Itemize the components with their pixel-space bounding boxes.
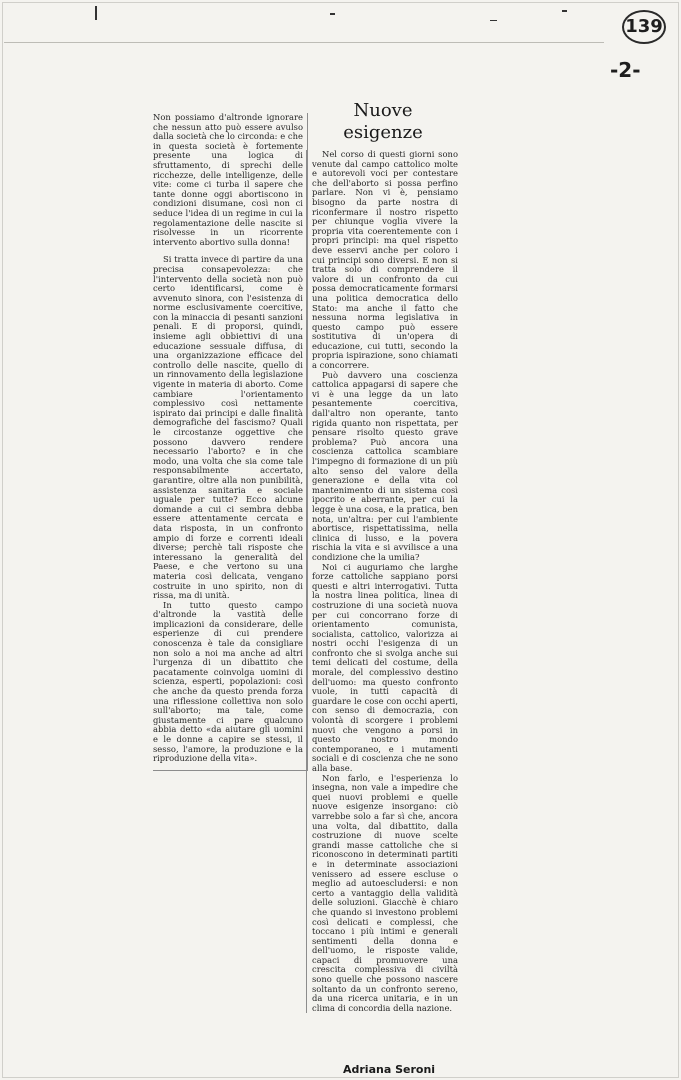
page-mark: -2- [610,58,641,82]
author-signature: Adriana Seroni [343,1063,436,1076]
scan-line [4,42,604,43]
left-column [153,113,308,771]
margin-mark [490,20,497,21]
paragraph: In tutto questo campo d'altronde la vastità delle implicazioni da considerare, delle esperienze di cui prendere conoscenza è tale da consigliare non solo a noi ma anche ad altri l'urgenza di un dibattito che pacatamente coinvolga uomini di scienza, esperti, popolazioni: così che anche da questo prenda forza una riflessione collettiva non solo sull'aborto; ma tale, come giustamente ci pare qualcuno abbia detto «da aiutare gli uomini e le donne a capire se stessi, il sesso, l'amore, la produzione e la riproduzione della vita». [153,599,303,764]
margin-mark [330,13,335,15]
paragraph: Nel corso di questi giorni sono venute dal campo cattolico molte e autorevoli voci per contestare che dell'aborto si possa perfino parlare. Non vi è, pensiamo bisogno da parte nostra di riconfermare il nostro rispetto per chiunque voglia vivere la propria vita coerentemente con i propri principi: ma quel rispetto deve esservi anche per coloro i cui principi sono diversi. E non si tratta solo di comprendere il valore di un confronto da cui possa democraticamente formarsi una politica democratica dello Stato: ma anche il fatto che nessuna norma legislativa in questo campo può essere sostitutiva di un'opera di educazione, cui tutti, secondo la propria ispirazione, sono chiamati a concorrere. [312,149,458,371]
paragraph: Noi ci auguriamo che larghe forze cattoliche sappiano porsi questi e altri interrogativi. Tutta la nostra linea politica, linea di costruzione di una società nuova per cui concorrano forze di orientamento comunista, socialista, cattolico, valorizza ai nostri occhi l'esigenza di un confronto che si svolga anche sui temi delicati del costume, della morale, del complessivo destino dell'uomo: ma questo confronto vuole, in tutti capacità di guardare le cose con occhi aperti, con senso di democrazia, con volontà di scorgere i problemi nuovi che vengono a porsi in questo nostro mondo contemporaneo, e i mutamenti sociali e di coscienza che ne sono alla base. [312,561,458,773]
margin-mark [95,6,97,20]
paragraph: Non possiamo d'altronde ignorare che nessun atto può essere avulso dalla società che lo circonda: e che in questa società è fortemente presente una logica di sfruttamento, di sprechi delle ricchezze, delle intelligenze, delle vite: come ci turba il sapere che tante donne oggi abortiscono in condizioni disumane, così non ci seduce l'idea di un regime in cui la regolamentazione delle nascite si risolvesse in un ricorrente intervento abortivo sulla donna! [153,112,303,247]
article-title-line: esigenze [343,122,423,143]
paragraph: Può davvero una coscienza cattolica appagarsi di sapere che vi è una legge da un lato pesantemente coercitiva, dall'altro non operante, tanto rigida quanto non rispettata, per pensare risolto questo grave problema? Può ancora una coscienza cattolica scambiare l'impegno di formazione di un più alto senso del valore della generazione e della vita col mantenimento di un sistema così ipocrito e aberrante, per cui la legge è una cosa, e la pratica, ben nota, un'altra: per cui l'ambiente abortisce, rispettatissima, nella clinica di lusso, e la povera rischia la vita e si avvilisce a una condizione che la umilia? [312,369,458,562]
margin-mark [562,10,567,12]
article-title-line: Nuove [353,100,413,121]
paragraph: Non farlo, e l'esperienza lo insegna, non vale a impedire che quei nuovi problemi e quelle nuove esigenze insorgano: ciò varrebbe solo a far sì che, ancora una volta, dal dibattito, dalla costruzione di nuove scelte grandi masse cattoliche che si riconoscono in determinati partiti e in determinate associazioni venissero ad essere escluse o meglio ad autoescludersi: e non certo a vantaggio della validità delle soluzioni. Giacchè è chiaro che quando si investono problemi così delicati e complessi, che toccano i più intimi e generali sentimenti della donna e dell'uomo, le risposte valide, capaci di promuovere una crescita complessiva di civiltà sono quelle che possono nascere soltanto da un confronto sereno, da una ricerca unitaria, e in un clima di concordia della nazione. [312,772,458,1013]
folio-number: 139 [622,10,666,44]
right-column [306,150,458,1013]
paragraph: Si tratta invece di partire da una precisa consapevolezza: che l'intervento della società non può certo identificarsi, come è avvenuto sinora, con l'esistenza di norme esclusivamente coercitive, con la minaccia di pesanti sanzioni penali. E di proporsi, quindi, insieme agli obbiettivi di una educazione sessuale diffusa, di una organizzazione efficace del controllo delle nascite, quello di un rinnovamento della legislazione vigente in materia di aborto. Come cambiare l'orientamento complessivo così nettamente ispirato dai principi e dalle finalità demografiche del fascismo? Quali le circostanze oggettive che possono davvero rendere necessario l'aborto? e in che modo, una volta che sia come tale responsabilmente accertato, garantire, oltre alla non punibilità, assistenza sanitaria e sociale uguale per tutte? Ecco alcune domande a cui ci sembra debba essere attentamente cercata e data risposta, in un confronto ampio di forze e correnti ideali diverse; perchè tali risposte che interessano la generalità del Paese, e che vertono su una materia così delicata, vengano costruite in uno spirito, non di rissa, ma di unità. [153,254,303,601]
article-title [318,100,448,144]
